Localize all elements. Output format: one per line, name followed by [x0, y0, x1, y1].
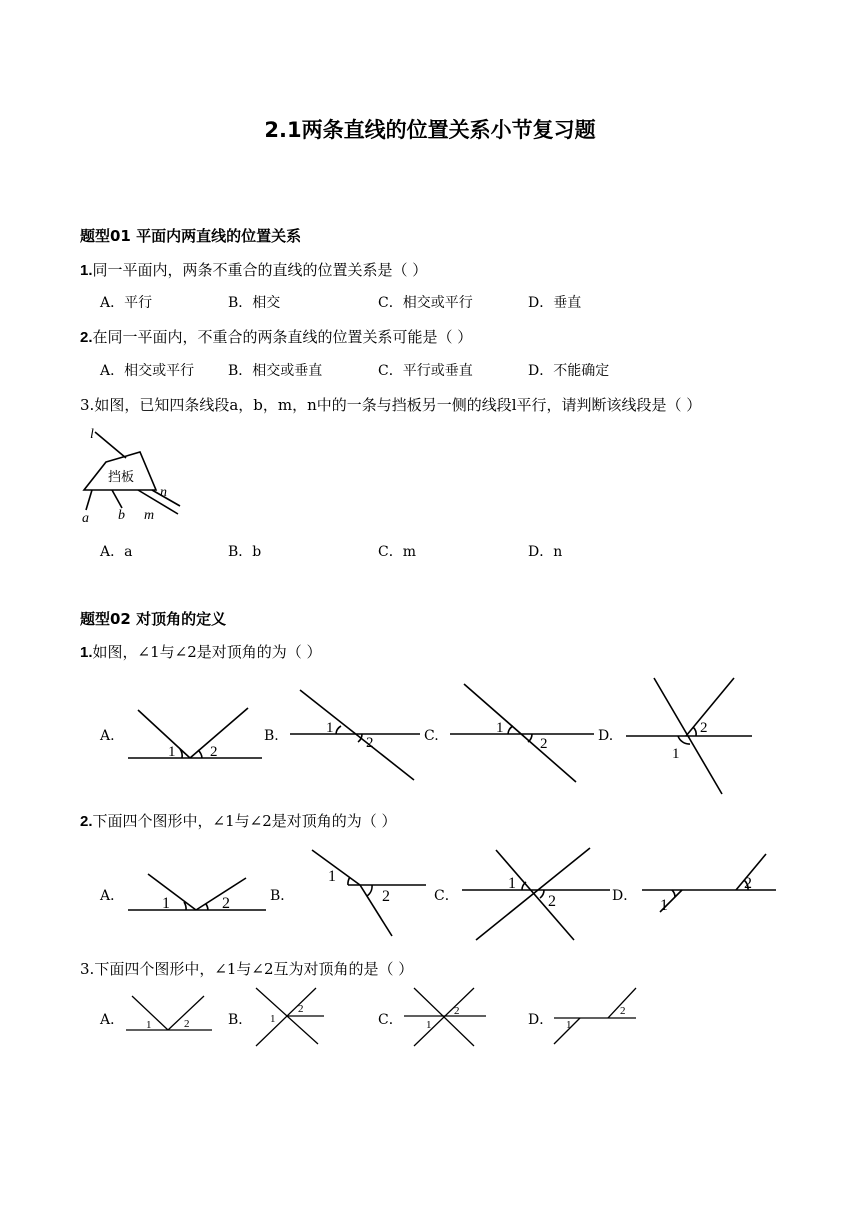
option-a[interactable]: A．: [100, 888, 125, 904]
option-c[interactable]: C．m: [378, 544, 416, 560]
svg-text:2: 2: [184, 1018, 190, 1030]
figure-d: [624, 674, 756, 796]
svg-text:2: 2: [700, 720, 708, 736]
svg-text:1: 1: [328, 868, 336, 885]
line-a: [86, 490, 92, 510]
question-1-1: [80, 259, 427, 280]
option-b[interactable]: B．: [270, 888, 295, 904]
svg-text:1: 1: [326, 720, 334, 736]
option-c[interactable]: C．相交或平行: [378, 295, 473, 311]
figure-d: [552, 986, 640, 1048]
svg-text:1: 1: [168, 744, 176, 760]
option-a[interactable]: A．a: [100, 544, 133, 560]
svg-text:1: 1: [146, 1019, 152, 1031]
svg-text:2: 2: [744, 875, 752, 892]
figure-b: [288, 688, 424, 784]
svg-text:1: 1: [672, 746, 680, 762]
line-b: [112, 490, 122, 508]
option-c[interactable]: C．平行或垂直: [378, 363, 473, 379]
option-b[interactable]: B．相交或垂直: [228, 363, 323, 379]
option-b[interactable]: B．b: [228, 544, 262, 560]
question-2-3: [80, 958, 413, 979]
figure-b: [252, 986, 326, 1048]
question-number: 1.: [80, 262, 93, 279]
figure-a: [124, 705, 266, 765]
question-text: 下面四个图形中，∠1与∠2是对顶角的为（ ）: [92, 812, 397, 830]
option-d[interactable]: D．n: [528, 544, 563, 560]
option-b[interactable]: B.: [264, 728, 279, 744]
option-b[interactable]: B．: [228, 1012, 253, 1028]
line-l: [95, 432, 126, 458]
question-text: 如图，∠1与∠2是对顶角的为（ ）: [92, 643, 322, 661]
question-number: 3.: [80, 396, 95, 414]
svg-text:1: 1: [162, 895, 170, 912]
baffle-figure: [78, 422, 188, 527]
option-a[interactable]: A．相交或平行: [100, 363, 195, 379]
figure-b: [298, 848, 430, 940]
svg-text:2: 2: [366, 735, 374, 751]
figure-c: [448, 682, 598, 784]
svg-text:1: 1: [496, 720, 504, 736]
svg-text:2: 2: [454, 1005, 460, 1017]
option-a[interactable]: A.: [100, 728, 115, 744]
svg-text:1: 1: [270, 1013, 276, 1025]
question-1-2: [80, 326, 472, 347]
question-number: 2.: [80, 813, 93, 830]
svg-text:2: 2: [540, 736, 548, 752]
option-a[interactable]: A．: [100, 1012, 125, 1028]
section-header-1: 题型01 平面内两直线的位置关系: [80, 227, 302, 245]
svg-text:1: 1: [566, 1019, 572, 1031]
svg-text:1: 1: [660, 897, 668, 914]
label-a: a: [82, 511, 89, 526]
option-d[interactable]: D．垂直: [528, 295, 582, 311]
option-c[interactable]: C.: [424, 728, 439, 744]
svg-text:2: 2: [298, 1003, 304, 1015]
figure-a: [124, 994, 216, 1034]
label-m: m: [144, 508, 155, 523]
question-1-3: [80, 394, 701, 415]
label-l: l: [90, 427, 94, 442]
figure-d: [640, 852, 780, 914]
option-b[interactable]: B．相交: [228, 295, 281, 311]
option-c[interactable]: C．: [434, 888, 459, 904]
option-d[interactable]: D.: [598, 728, 614, 744]
label-n: n: [160, 485, 167, 500]
figure-a: [126, 868, 270, 916]
question-2-2: [80, 810, 397, 831]
option-c[interactable]: C．: [378, 1012, 403, 1028]
svg-text:2: 2: [620, 1005, 626, 1017]
question-text: 在同一平面内，不重合的两条直线的位置关系可能是（ ）: [92, 328, 473, 346]
svg-text:2: 2: [382, 888, 390, 905]
question-2-1: [80, 641, 322, 662]
baffle-label: 挡板: [108, 470, 135, 485]
section-header-2: 题型02 对顶角的定义: [80, 610, 227, 628]
option-d[interactable]: D．: [612, 888, 638, 904]
question-text: 下面四个图形中，∠1与∠2互为对顶角的是（ ）: [94, 960, 414, 978]
option-d[interactable]: D．不能确定: [528, 363, 610, 379]
question-number: 2.: [80, 329, 93, 346]
question-text: 同一平面内，两条不重合的直线的位置关系是（ ）: [92, 261, 428, 279]
figure-c: [460, 844, 612, 944]
page-title: 2.1两条直线的位置关系小节复习题: [264, 118, 596, 142]
question-text: 如图，已知四条线段a，b，m，n中的一条与挡板另一侧的线段l平行，请判断该线段是（ ）: [94, 396, 702, 414]
svg-text:1: 1: [426, 1019, 432, 1031]
question-number: 1.: [80, 644, 93, 661]
option-a[interactable]: A．平行: [100, 295, 153, 311]
label-b: b: [118, 508, 125, 523]
svg-text:1: 1: [508, 875, 516, 892]
svg-text:2: 2: [210, 744, 218, 760]
question-number: 3.: [80, 960, 95, 978]
svg-text:2: 2: [222, 895, 230, 912]
svg-text:2: 2: [548, 893, 556, 910]
option-d[interactable]: D．: [528, 1012, 554, 1028]
figure-c: [402, 986, 490, 1048]
